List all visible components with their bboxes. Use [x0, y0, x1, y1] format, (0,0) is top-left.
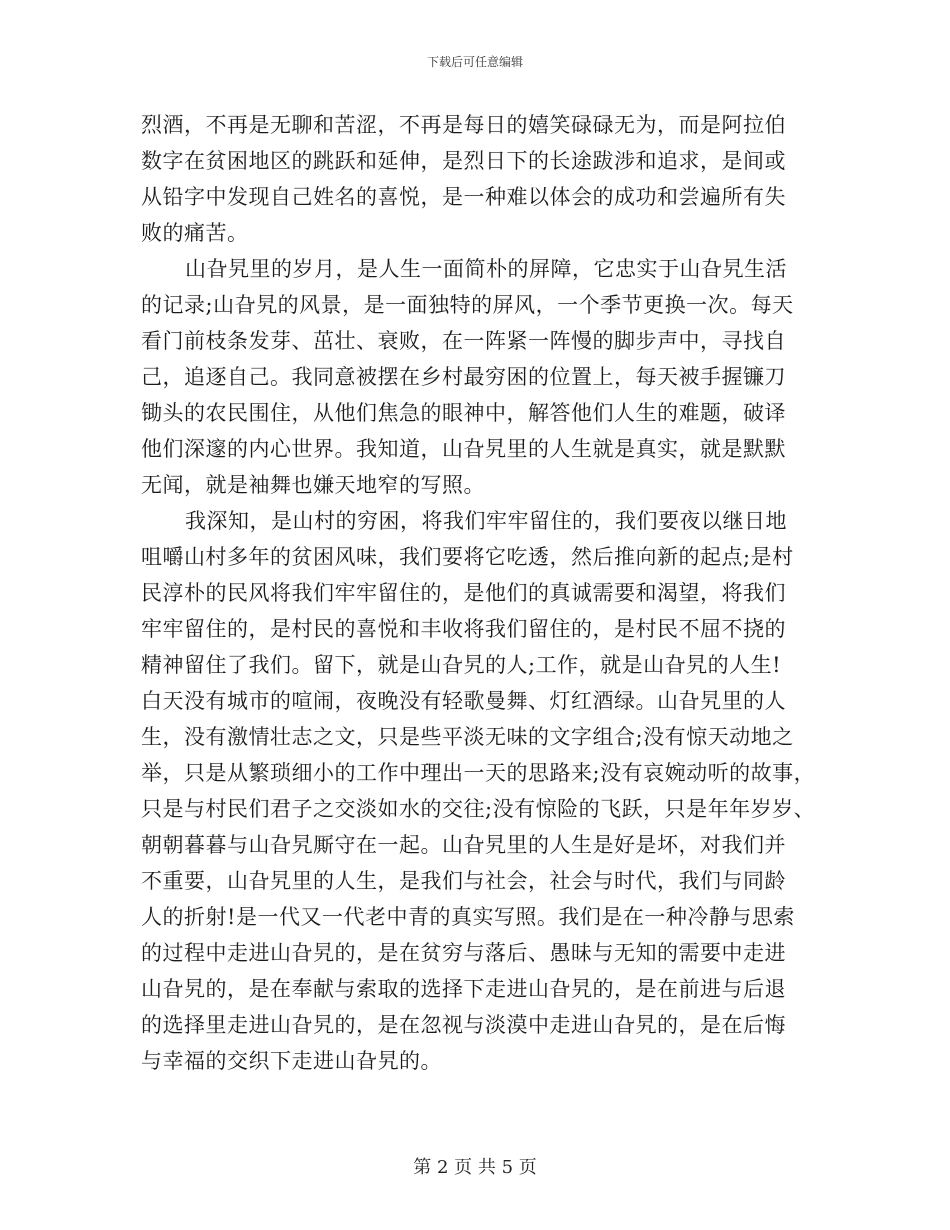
body-line: 无闻，就是袖舞也嫌天地窄的写照。: [141, 473, 485, 497]
body-line: 山旮旯的，是在奉献与索取的选择下走进山旮旯的，是在前进与后退: [141, 977, 786, 1001]
body-line: 数字在贫困地区的跳跃和延伸，是烈日下的长途跋涉和追求，是间或: [141, 149, 786, 173]
body-line: 举，只是从繁琐细小的工作中理出一天的思路来;没有哀婉动听的故事，: [141, 761, 816, 785]
body-line: 不重要，山旮旯里的人生，是我们与社会，社会与时代，我们与同龄: [141, 869, 786, 893]
body-line: 败的痛苦。: [141, 221, 249, 245]
body-line: 的记录;山旮旯的风景，是一面独特的屏风，一个季节更换一次。每天: [141, 293, 794, 317]
body-line: 从铅字中发现自己姓名的喜悦，是一种难以体会的成功和尝遍所有失: [141, 185, 786, 209]
body-line: 烈酒，不再是无聊和苦涩，不再是每日的嬉笑碌碌无为，而是阿拉伯: [141, 113, 786, 137]
paragraph-first-line: 我深知，是山村的穷困，将我们牢牢留住的，我们要夜以继日地: [185, 509, 787, 533]
body-line: 民淳朴的民风将我们牢牢留住的，是他们的真诚需要和渴望，将我们: [141, 581, 786, 605]
body-line: 的过程中走进山旮旯的，是在贫穷与落后、愚昧与无知的需要中走进: [141, 941, 786, 965]
page-header: 下载后可任意编辑: [426, 55, 523, 69]
body-line: 牢牢留住的，是村民的喜悦和丰收将我们留住的，是村民不屈不挠的: [141, 617, 786, 641]
paragraph-first-line: 山旮旯里的岁月，是人生一面简朴的屏障，它忠实于山旮旯生活: [185, 257, 787, 281]
body-line: 精神留住了我们。留下，就是山旮旯的人;工作，就是山旮旯的人生!: [141, 653, 782, 677]
body-line: 看门前枝条发芽、茁壮、衰败，在一阵紧一阵慢的脚步声中，寻找自: [141, 329, 786, 353]
body-line: 只是与村民们君子之交淡如水的交往;没有惊险的飞跃，只是年年岁岁、: [141, 797, 816, 821]
body-line: 锄头的农民围住，从他们焦急的眼神中，解答他们人生的难题，破译: [141, 401, 786, 425]
body-line: 与幸福的交织下走进山旮旯的。: [141, 1049, 442, 1073]
body-line: 人的折射!是一代又一代老中青的真实写照。我们是在一种冷静与思索: [141, 905, 795, 929]
page-footer: 第 2 页 共 5 页: [413, 1157, 537, 1178]
body-line: 己，追逐自己。我同意被摆在乡村最穷困的位置上，每天被手握镰刀: [141, 365, 786, 389]
body-line: 生，没有激情壮志之文，只是些平淡无味的文字组合;没有惊天动地之: [141, 725, 794, 749]
body-line: 咀嚼山村多年的贫困风味，我们要将它吃透，然后推向新的起点;是村: [141, 545, 794, 569]
document-body: [141, 107, 821, 1079]
body-line: 的选择里走进山旮旯的，是在忽视与淡漠中走进山旮旯的，是在后悔: [141, 1013, 786, 1037]
body-line: 他们深邃的内心世界。我知道，山旮旯里的人生就是真实，就是默默: [141, 437, 786, 461]
body-line: 朝朝暮暮与山旮旯厮守在一起。山旮旯里的人生是好是坏，对我们并: [141, 833, 786, 857]
body-line: 白天没有城市的喧闹，夜晚没有轻歌曼舞、灯红酒绿。山旮旯里的人: [141, 689, 786, 713]
